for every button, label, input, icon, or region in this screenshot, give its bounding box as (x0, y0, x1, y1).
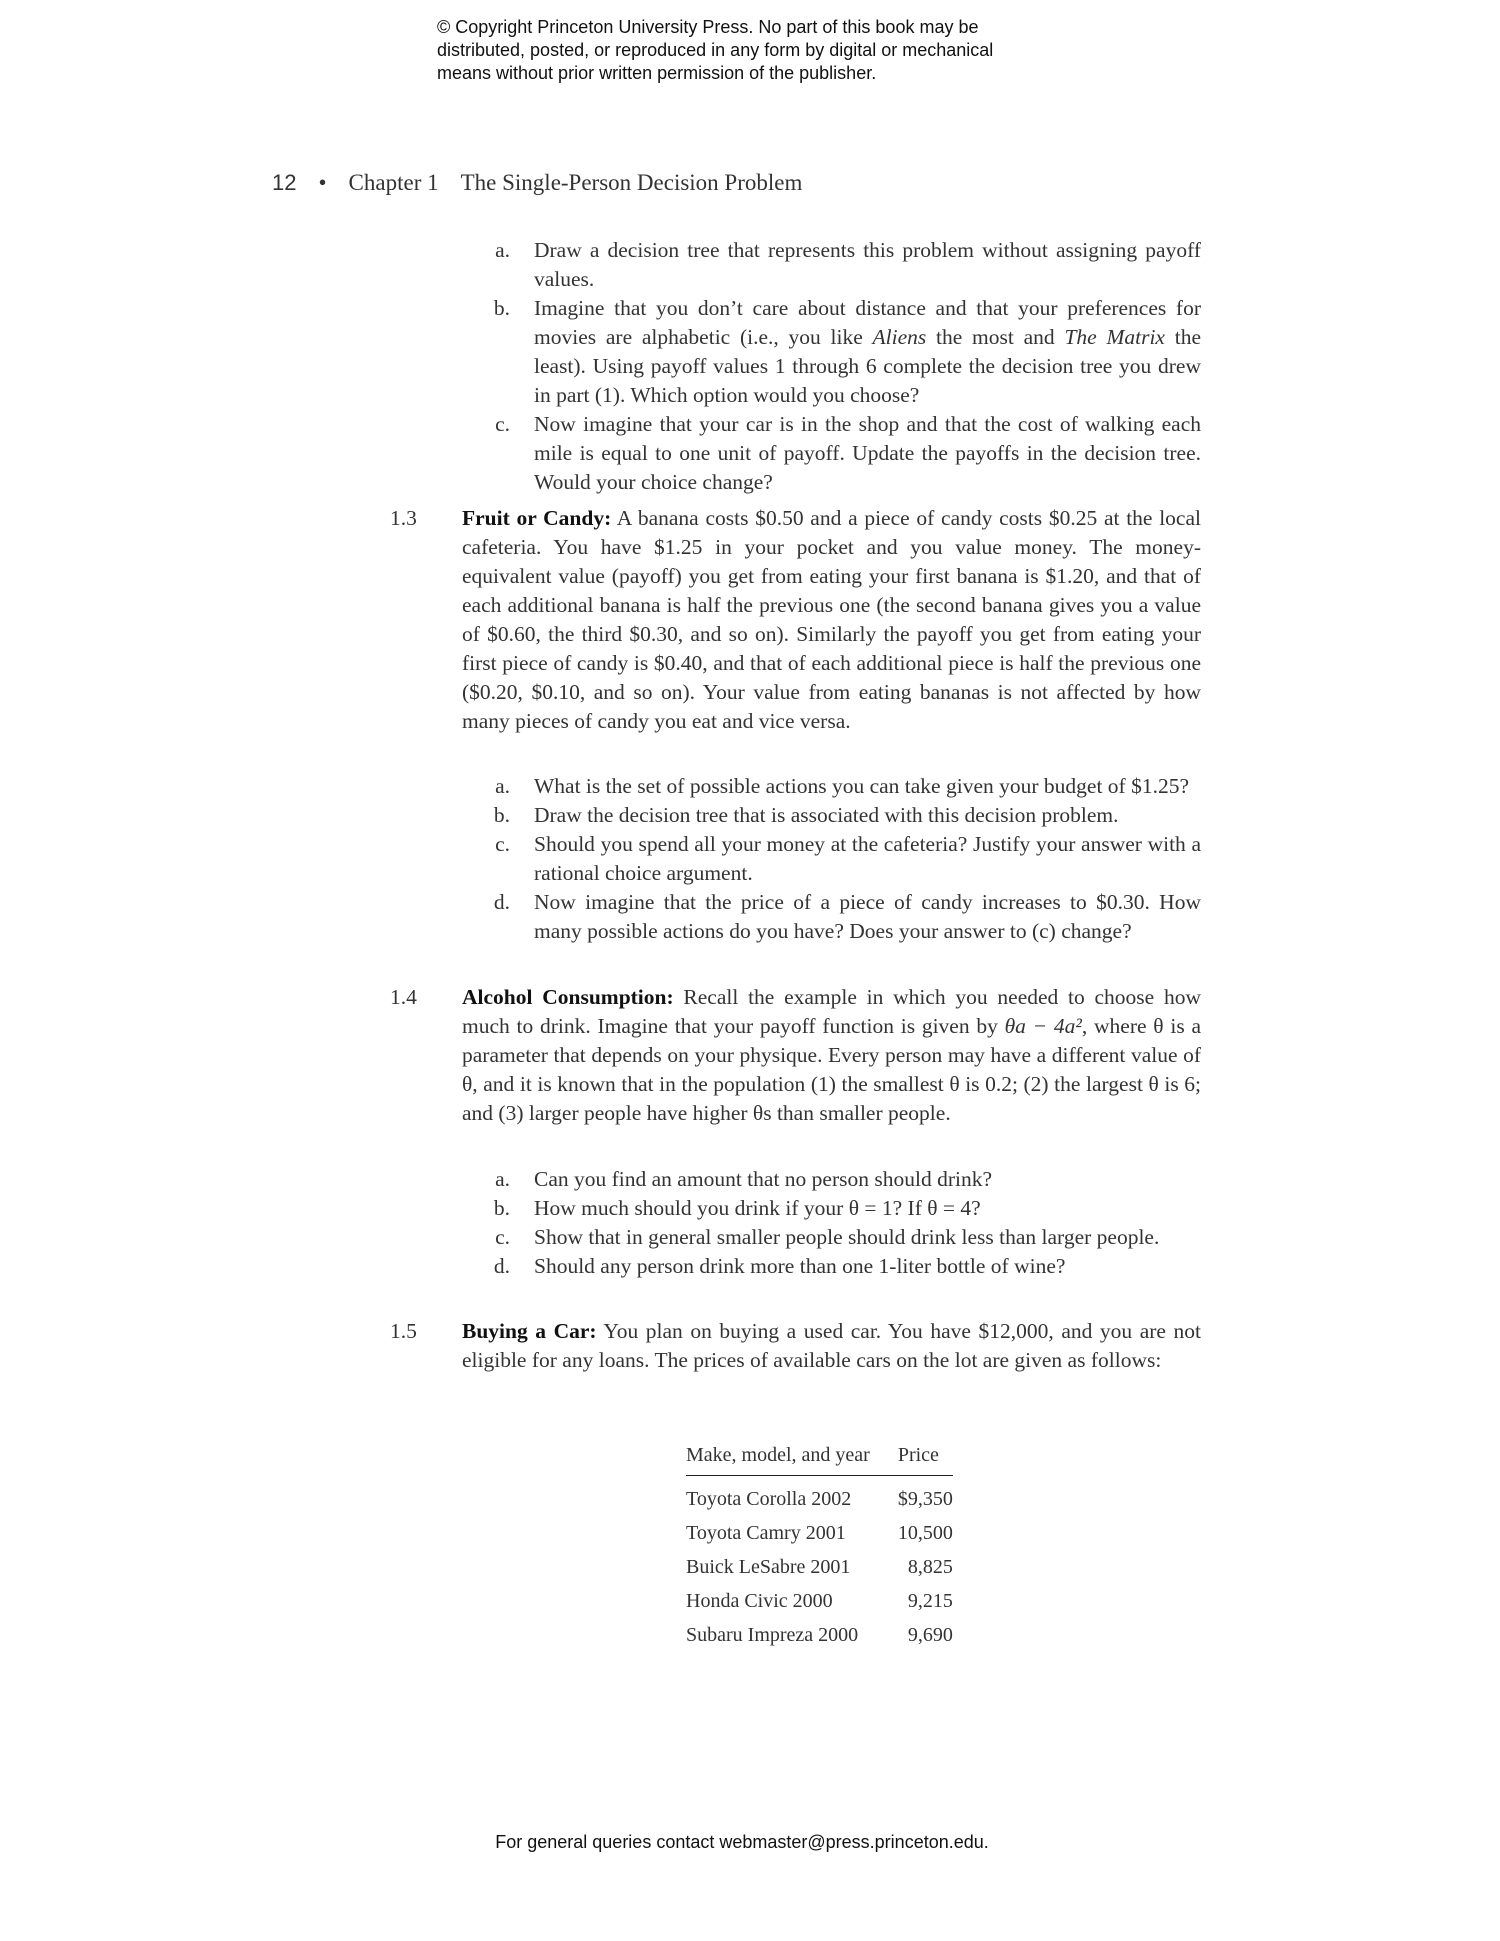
car-price-table (686, 1440, 953, 1652)
page-number: 12 (272, 170, 297, 195)
car-price: 8,825 (907, 1555, 953, 1578)
item-letter: b. (493, 296, 510, 320)
problem-title: Fruit or Candy: (462, 506, 612, 530)
item-text: Should you spend all your money at the cafeteria? Justify your answer with a rational choice argument. (534, 832, 1201, 885)
list-item (480, 888, 1201, 946)
car-model: Toyota Camry 2001 (686, 1521, 846, 1544)
item-text: Draw a decision tree that represents this problem without assigning payoff values. (534, 238, 1201, 291)
item-text: the least). Using payoff values 1 through 6 complete the decision tree you drew in part (1). Which option would you choose? (534, 325, 1201, 407)
item-text: What is the set of possible actions you can take given your budget of $1.25? (534, 774, 1189, 798)
table-header-row (686, 1440, 953, 1476)
item-letter: d. (493, 890, 510, 914)
problem-title: Alcohol Consumption: (462, 985, 674, 1009)
table-row (686, 1550, 953, 1584)
movie-title: Aliens (872, 325, 927, 349)
list-item (480, 801, 1201, 830)
table-row (686, 1618, 953, 1652)
bullet: • (318, 170, 327, 195)
problem-title: Buying a Car: (462, 1319, 597, 1343)
car-price: $9,350 (897, 1487, 953, 1510)
item-text: Imagine that you don’t care about distance and that your preferences for movies are alphabetic (i.e., you like (534, 296, 1201, 349)
footer-contact: For general queries contact webmaster@press.princeton.edu. (495, 1832, 989, 1852)
table-row (686, 1516, 953, 1550)
item-letter: d. (493, 1254, 510, 1278)
column-header-price: Price (870, 1440, 953, 1476)
list-item (480, 236, 1201, 294)
item-text: How much should you drink if your θ = 1? If θ = 4? (534, 1196, 981, 1220)
item-text: Show that in general smaller people should drink less than larger people. (534, 1225, 1160, 1249)
problem-1-3 (390, 504, 1201, 736)
problem-number: 1.3 (390, 506, 417, 530)
list-item (480, 1252, 1201, 1281)
list-item (480, 1223, 1201, 1252)
problem-text: Recall the example in which you needed to choose how much to drink. Imagine that your payoff function is given by (462, 985, 1201, 1038)
problem-1-3-parts (480, 772, 1201, 946)
item-text: the most and (926, 325, 1065, 349)
problem-1-2-parts (480, 236, 1201, 497)
item-letter: a. (495, 238, 510, 262)
car-model: Subaru Impreza 2000 (686, 1623, 859, 1646)
item-text: Now imagine that your car is in the shop and that the cost of walking each mile is equal to one unit of payoff. Update the payoffs in the decision tree. Would your choice change? (534, 412, 1201, 494)
car-price: 9,690 (907, 1623, 953, 1646)
chapter-label: Chapter 1 (348, 170, 439, 195)
list-item (480, 1165, 1201, 1194)
item-letter: c. (495, 1225, 510, 1249)
item-letter: c. (495, 832, 510, 856)
copyright-notice (437, 16, 993, 85)
table-row (686, 1584, 953, 1618)
list-item (480, 1194, 1201, 1223)
car-model: Honda Civic 2000 (686, 1589, 833, 1612)
item-letter: b. (493, 1196, 510, 1220)
problem-text: You plan on buying a used car. You have $12,000, and you are not eligible for any loans. The prices of available cars on the lot are given as follows: (462, 1319, 1201, 1372)
item-text: Now imagine that the price of a piece of candy increases to $0.30. How many possible actions do you have? Does your answer to (c) change? (534, 890, 1201, 943)
movie-title: The Matrix (1064, 325, 1165, 349)
item-letter: a. (495, 1167, 510, 1191)
car-price: 10,500 (897, 1521, 953, 1544)
car-model: Toyota Corolla 2002 (686, 1487, 852, 1510)
column-header-model: Make, model, and year (686, 1440, 870, 1476)
payoff-formula: θa − 4a² (1004, 1014, 1082, 1038)
car-model: Buick LeSabre 2001 (686, 1555, 851, 1578)
list-item (480, 294, 1201, 410)
problem-number: 1.5 (390, 1319, 417, 1343)
copyright-line: means without prior written permission of the publisher. (437, 63, 877, 83)
list-item (480, 772, 1201, 801)
running-head (272, 170, 802, 196)
problem-text: A banana costs $0.50 and a piece of candy costs $0.25 at the local cafeteria. You have $1.25 in your pocket and you value money. The money-equivalent value (payoff) you get from eating your first banana is $1.20, and that of each additional banana is half the previous one (the second banana gives you a value of $0.60, the third $0.30, and so on). Similarly the payoff you get from eating your first piece of candy is $0.40, and that of each additional piece is half the previous one ($0.20, $0.10, and so on). Your value from eating bananas is not affected by how many pieces of candy you eat and vice versa. (462, 506, 1201, 733)
problem-1-4 (390, 983, 1201, 1128)
item-letter: b. (493, 803, 510, 827)
problem-1-4-parts (480, 1165, 1201, 1281)
list-item (480, 410, 1201, 497)
item-letter: c. (495, 412, 510, 436)
car-price: 9,215 (907, 1589, 953, 1612)
item-letter: a. (495, 774, 510, 798)
copyright-line: distributed, posted, or reproduced in any form by digital or mechanical (437, 40, 994, 60)
item-text: Should any person drink more than one 1-liter bottle of wine? (534, 1254, 1066, 1278)
item-text: Draw the decision tree that is associated with this decision problem. (534, 803, 1119, 827)
problem-text: , where θ is a parameter that depends on your physique. Every person may have a different value of θ, and it is known that in the population (1) the smallest θ is 0.2; (2) the largest θ is 6; and (3) larger people have higher θs than smaller people. (462, 1014, 1201, 1125)
list-item (480, 830, 1201, 888)
table-row (686, 1476, 953, 1517)
copyright-line: © Copyright Princeton University Press. No part of this book may be (437, 17, 979, 37)
chapter-title: The Single-Person Decision Problem (460, 170, 803, 195)
item-text: Can you find an amount that no person should drink? (534, 1167, 992, 1191)
problem-number: 1.4 (390, 985, 417, 1009)
problem-1-5 (390, 1317, 1201, 1375)
